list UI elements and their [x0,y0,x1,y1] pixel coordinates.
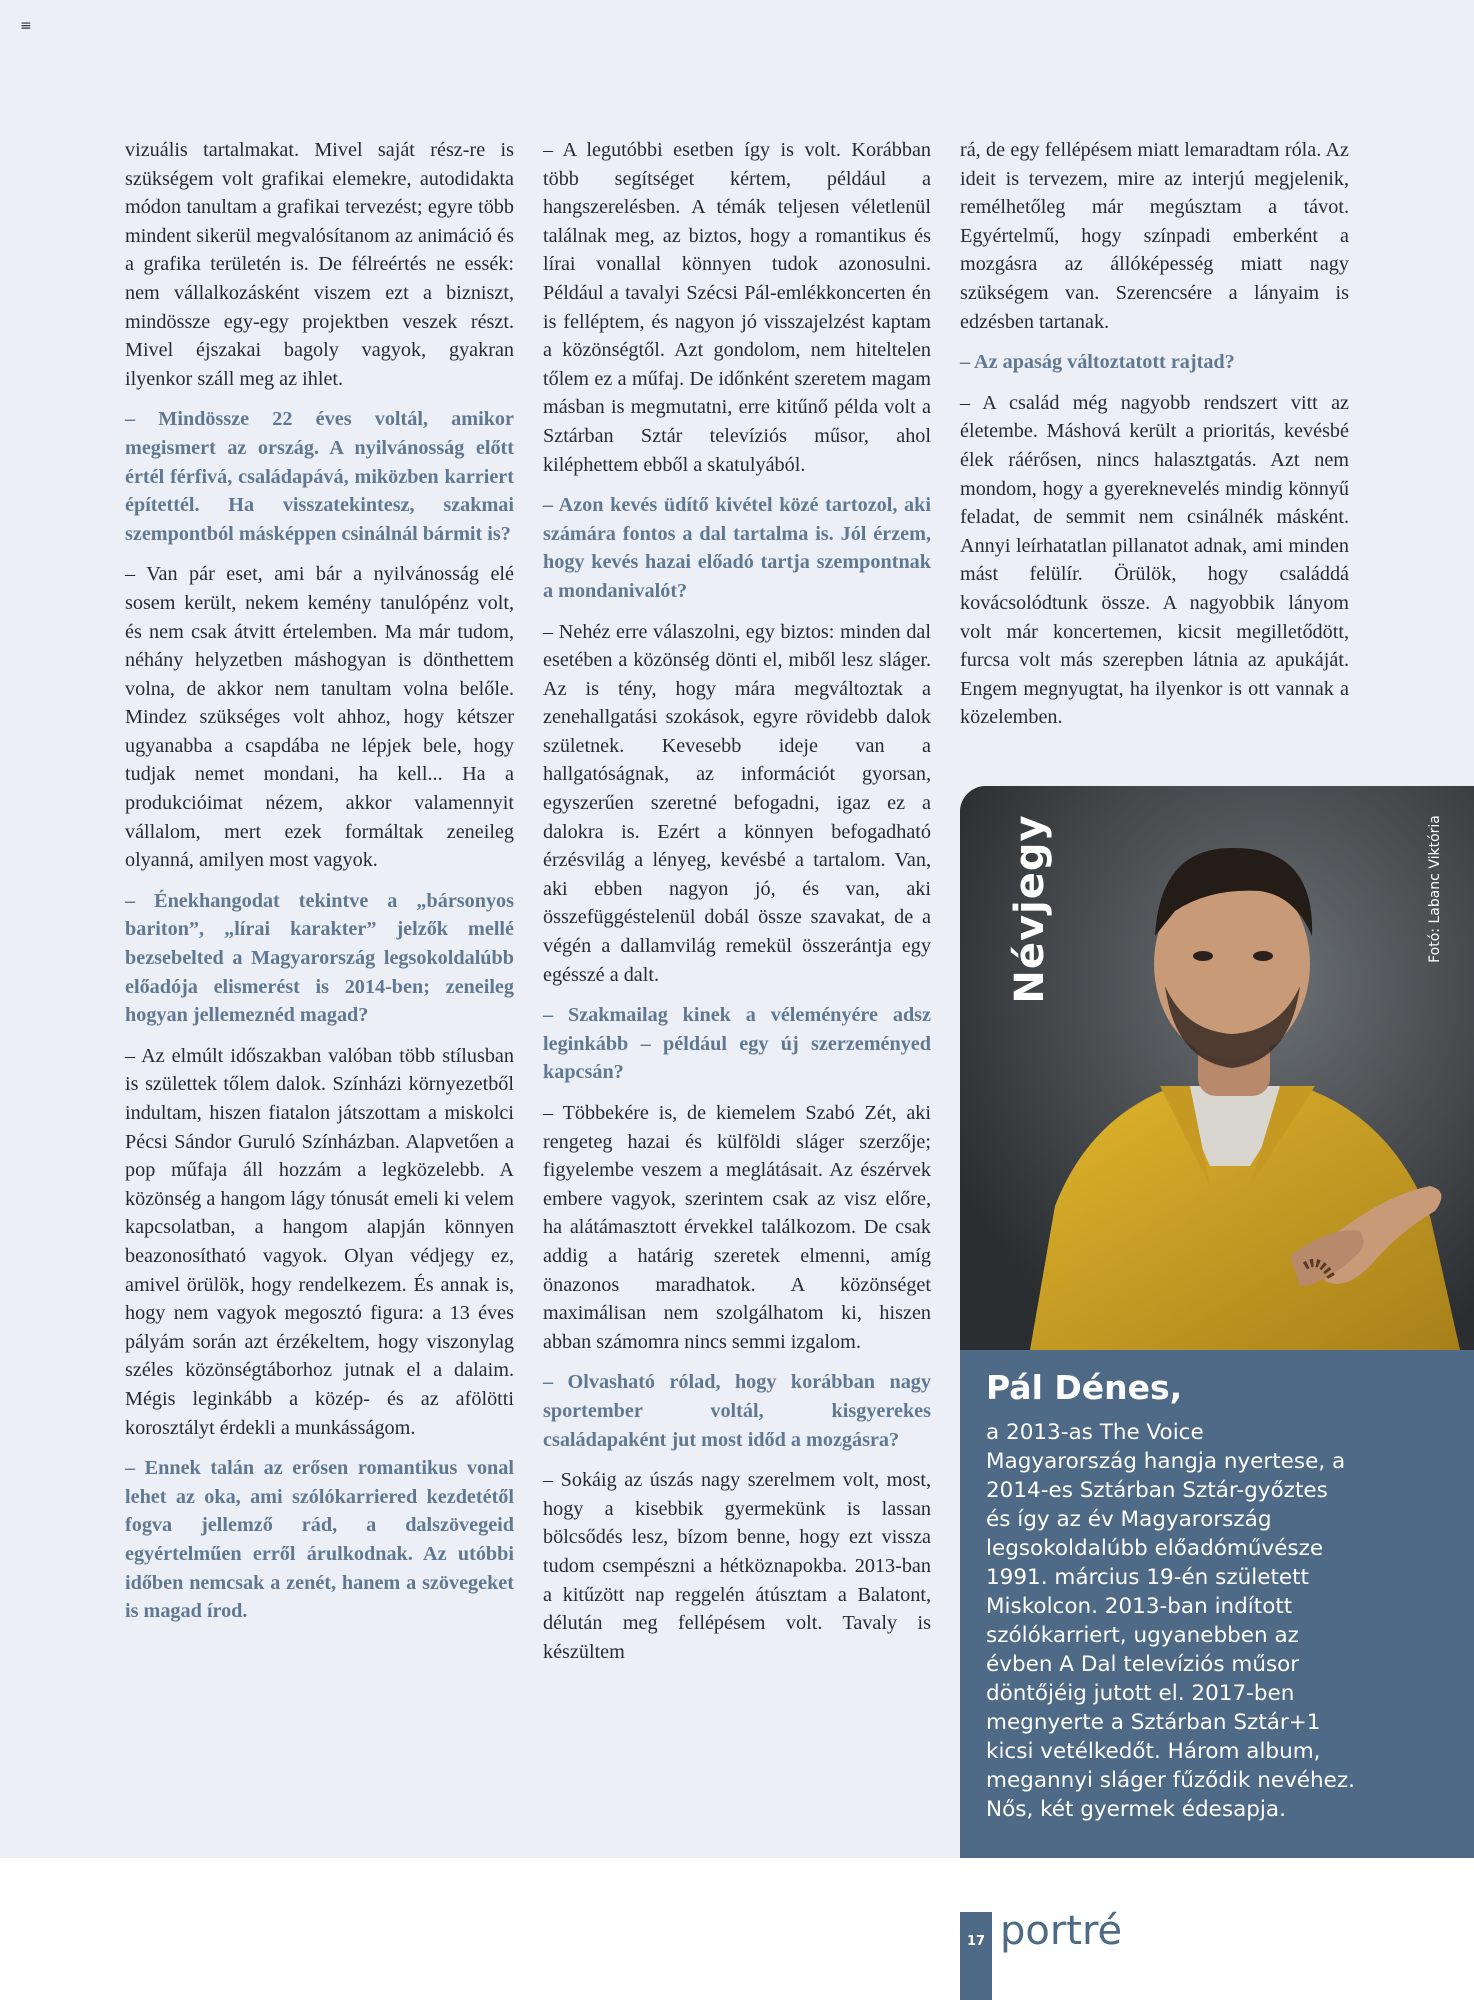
page-number: 17 [966,1934,986,1949]
page-number-tab [960,1912,992,2000]
question-paragraph: – Olvasható rólad, hogy korábban nagy sportember voltál, kisgyerekes családapaként jut most időd a mozgásra? [543,1371,931,1451]
article-column-3 [960,136,1349,744]
article-column-1 [125,136,514,1638]
menu-icon[interactable]: ≡ [20,18,32,34]
profile-heading: Névjegy [1007,814,1053,1004]
answer-paragraph: – A legutóbbi esetben így is volt. Korábban több segítséget kértem, például a hangszerelésben. A témák teljesen véletlenül találnak meg, az biztos, hogy a romantikus és lírai vonallal könnyen tudok azonosulni. Például a tavalyi Szécsi Pál-emlékkoncerten én is felléptem, és nagyon jó visszajelzést kaptam a közönségtől. Azt gondolom, nem hiteltelen tőlem ez a műfaj. De időnként szeretem magam másban is megmutatni, erre kitűnő példa volt a Sztárban Sztár televíziós műsor, ahol kiléphettem ebből a skatulyából. [543,139,931,476]
answer-paragraph: – Sokáig az úszás nagy szerelmem volt, most, hogy a kisebbik gyermekünk is lassan bölcsődés lesz, bízom benne, hogy ezt vissza tudom csempészni a hétköznapokba. 2013-ban a kitűzött nap reggelén átúsztam a Balatont, délután meg fellépésem volt. Tavaly is készültem [543,1469,931,1663]
question-paragraph: – Az apaság változtatott rajtad? [960,351,1235,374]
photo-credit: Fotó: Labanc Viktória [1427,815,1443,963]
question-paragraph: – Szakmailag kinek a véleményére adsz leginkább – például egy új szerzeményed kapcsán? [543,1004,931,1084]
answer-paragraph: vizuális tartalmakat. Mivel saját rész-re is szükségem volt grafikai elemekre, autodidakta módon tanultam a grafikai tervezést; egyre több mindent sikerül megvalósítanom az animáció és a grafika területén is. De félreértés ne essék: nem vállalkozásként viszem ezt a bizniszt, mindössze egy-egy projektben veszek részt. Mivel éjszakai bagoly vagyok, gyakran ilyenkor száll meg az ihlet. [125,139,514,390]
answer-paragraph: rá, de egy fellépésem miatt lemaradtam róla. Az ideit is tervezem, mire az interjú megjelenik, remélhetőleg már megúsztam a távot. Egyértelmű, hogy színpadi emberként a mozgásra az állóképesség miatt nagy szükségem van. Szerencsére a lányaim is edzésben tartanak. [960,139,1349,333]
profile-photo [960,786,1474,1350]
question-paragraph: – Ennek talán az erősen romantikus vonal lehet az oka, ami szólókarriered kezdetétől fogva jellemző rád, a dalszövegeid egyértelműen erről árulkodnak. Az utóbbi időben nemcsak a zenét, hanem a szövegeket is magad írod. [125,1457,514,1623]
question-paragraph: – Mindössze 22 éves voltál, amikor megismert az ország. A nyilvánosság előtt értél férfivá, családapává, miközben karriert építettél. Ha visszatekintesz, szakmai szempontból másképpen csinálnál bármit is? [125,408,514,545]
profile-box [960,786,1474,1858]
question-paragraph: – Azon kevés üdítő kivétel közé tartozol, aki számára fontos a dal tartalma is. Jól érzem, hogy kevés hazai előadó tartja szempontnak a mondanivalót? [543,494,931,602]
question-paragraph: – Énekhangodat tekintve a „bársonyos bariton”, „lírai karakter” jelzők mellé bezsebelted a Magyarország legsokoldalúbb előadója elismerést is 2014-ben; zeneileg hogyan jellemeznéd magad? [125,889,514,1027]
profile-bio: a 2013-as The Voice Magyarország hangja nyertese, a 2014-es Sztárban Sztár-győztes és így az év Magyarország legsokoldalúbb előadóművésze 1991. március 19-én született Miskolcon. 2013-ban indított szólókarriert, ugyanebben az évben A Dal televíziós műsor döntőjéig jutott el. 2017-ben megnyerte a Sztárban Sztár+1 kicsi vetélkedőt. Három album, megannyi sláger fűződik nevéhez. Nős, két gyermek édesapja. [986,1420,1355,1822]
article-column-2 [543,136,931,1678]
answer-paragraph: – A család még nagyobb rendszert vitt az életembe. Máshová került a prioritás, kevésbé élek ráérősen, nincs halasztgatás. Azt nem mondom, hogy a gyereknevelés mindig könnyű feladat, de semmit nem csinálnék másként. Annyi leírhatatlan pillanatot adnak, ami minden mást felülír. Örülök, hogy családdá kovácsolódtunk össze. A nagyobbik lányom volt már koncertemen, kicsit megilletődött, furcsa volt más szerepben látnia az apukáját. Engem megnyugtat, ha ilyenkor is ott vannak a közelemben. [960,391,1349,729]
profile-name: Pál Dénes, [986,1368,1183,1407]
answer-paragraph: – Nehéz erre válaszolni, egy biztos: minden dal esetében a közönség dönti el, miből lesz sláger. Az is tény, hogy mára megváltoztak a zenehallgatási szokások, egyre rövidebb dalok születnek. Kevesebb ideje van a hallgatóságnak, az információt gyorsan, egyszerűen szeretné befogadni, igaz ez a dalokra is. Ezért a könnyen befogadható érzésvilág a lényeg, kevésbé a tartalom. Van, aki ebben nagyon jó, és van, aki összefüggéstelenül dobál össze szavakat, de a végén a dallamvilág remekül összerántja egy egésszé a dalt. [543,620,931,986]
answer-paragraph: – Van pár eset, ami bár a nyilvánosság elé sosem került, nekem kemény tanulópénz volt, és nem csak átvitt értelemben. Ma már tudom, néhány helyzetben máshogyan is dönthettem volna, de akkor nem tanultam volna belőle. Mindez szükséges volt ahhoz, hogy kétszer ugyanabba a csapdába ne lépjek bele, hogy tudjak nemet mondani, ha kell... Ha a produkcióimat nézem, akkor valamennyit vállalom, mert ezek formáltak zeneileg olyanná, amilyen most vagyok. [125,563,514,872]
answer-paragraph: – Többekére is, de kiemelem Szabó Zét, aki rengeteg hazai és külföldi sláger szerzője; figyelembe veszem a meglátásait. Az észérvek embere vagyok, szerintem csak az visz előre, ha alátámasztott érvekkel találkozom. De csak addig a határig szeretek elmenni, amíg önazonos maradhatok. A közönséget maximálisan nem szolgálhatom ki, hiszen abban számomra nincs semmi izgalom. [543,1102,931,1353]
section-title: portré [1000,1908,1123,1954]
answer-paragraph: – Az elmúlt időszakban valóban több stílusban is születtek tőlem dalok. Színházi környezetből indultam, hiszen fiatalon játszottam a miskolci Pécsi Sándor Guruló Színházban. Alapvetően a pop műfaja áll hozzám a legközelebb. A közönség a hangom lágy tónusát emeli ki velem kapcsolatban, a hangom alapján könnyen beazonosítható vagyok. Olyan védjegy ez, amivel örülök, hogy rendelkezem. És annak is, hogy nem vagyok megosztó figura: a 13 éves pályám során azt érzékeltem, hogy viszonylag széles közönségtáborhoz jutnak el a dalaim. Mégis leginkább a közép- és az afölötti korosztályt érdekli a munkásságom. [125,1044,514,1439]
